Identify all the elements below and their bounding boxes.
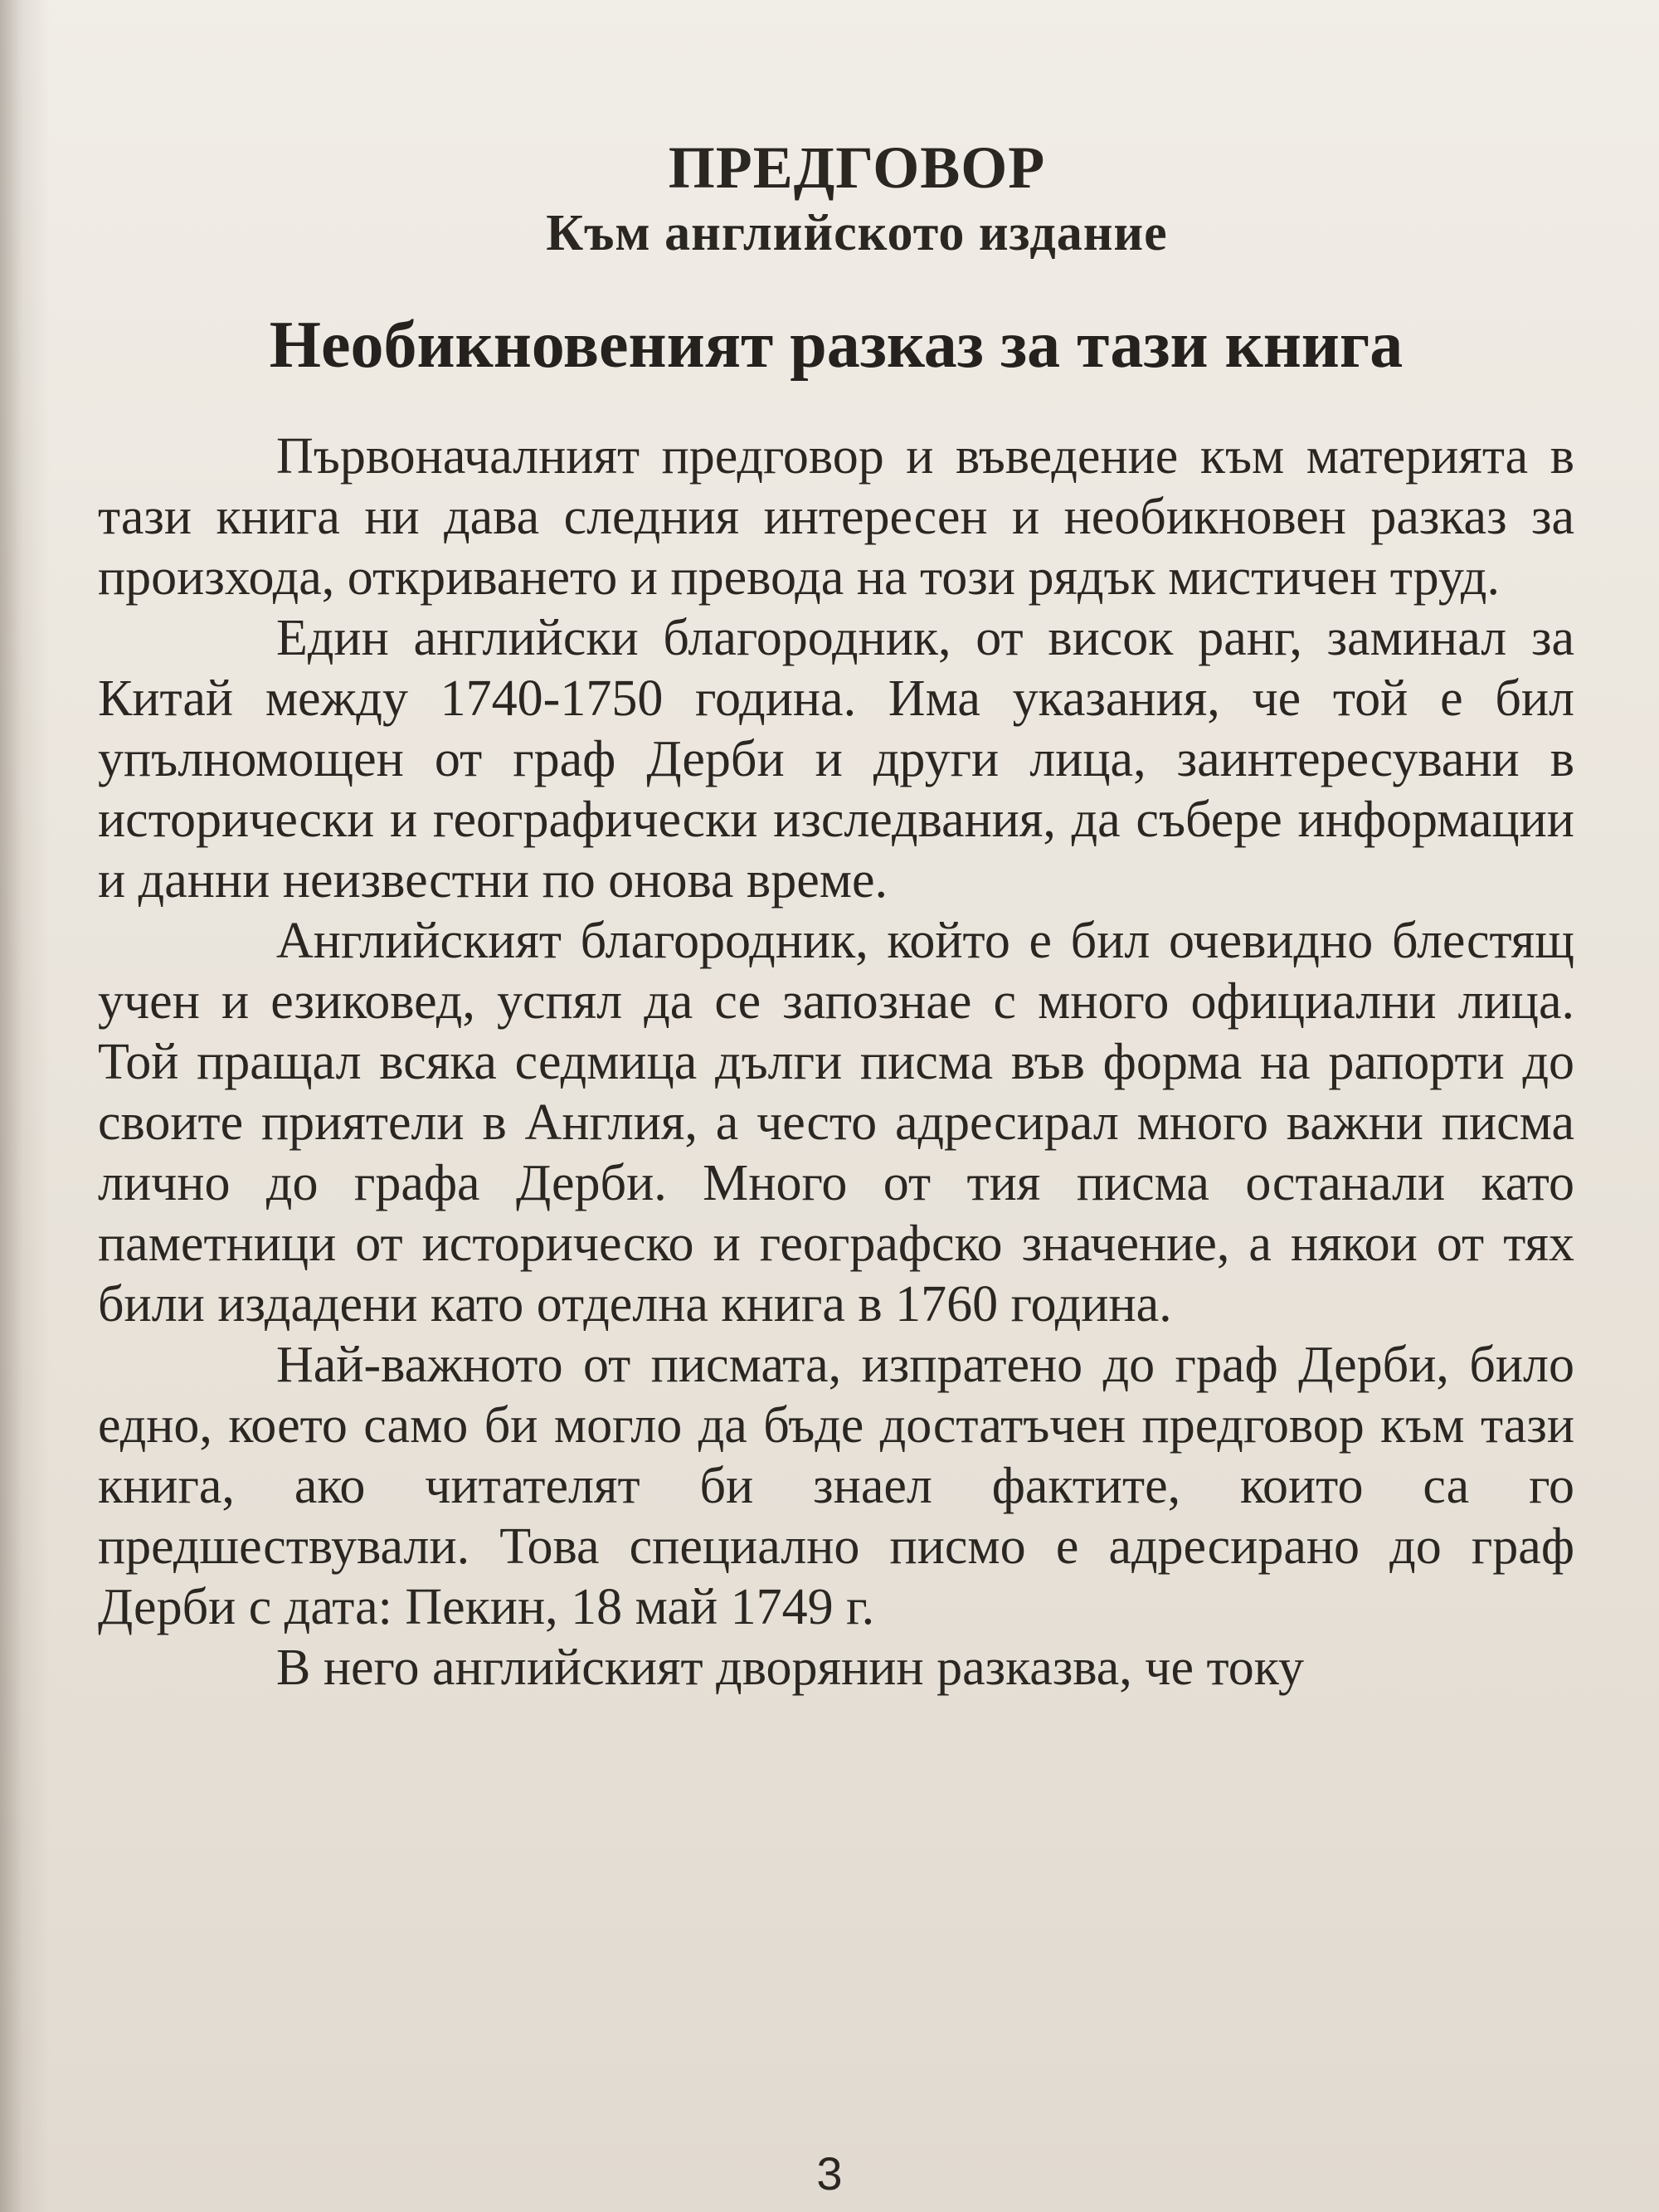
- page-gutter-shadow: [0, 0, 50, 2212]
- paragraph-2: Един английски благородник, от висок ранг, заминал за Китай между 1740-1750 година. Има указания, че той е бил упълномощен от граф Дерби и други лица, заинтересувани в исторически и географически изследвания, да събере информации и данни неизвестни по онова време.: [98, 610, 1574, 909]
- page-content: [98, 133, 1574, 1698]
- paragraph-5: В него английският дворянин разказва, че току: [276, 1640, 1305, 1696]
- paragraph-4: Най-важното от писмата, изпратено до граф Дерби, било едно, което само би могло да бъде достатъчен предговор към тази книга, ако читателят би знаел фактите, които са го предшествували. Това специално писмо е адресирано до граф Дерби с дата: Пекин, 18 май 1749 г.: [98, 1337, 1574, 1635]
- section-heading: ПРЕДГОВОР: [668, 134, 1046, 201]
- section-subheading: Към английското издание: [546, 205, 1168, 261]
- paragraph-1: Първоначалният предговор и въведение към материята в тази книга ни дава следния интересен и необикновен разказ за произхода, откриването и превода на този рядък мистичен труд.: [98, 428, 1574, 606]
- page-number: 3: [816, 2147, 843, 2200]
- paragraph-3: Английският благородник, който е бил очевидно блестящ учен и езиковед, успял да се запознае с много официални лица. Той пращал всяка седмица дълги писма във форма на рапорти до своите приятели в Англия, а често адресирал много важни писма лично до графа Дерби. Много от тия писма останали като паметници от историческо и географско значение, а някои от тях били издадени като отделна книга в 1760 година.: [98, 913, 1574, 1333]
- chapter-title: Необикновеният разказ за тази книга: [269, 309, 1404, 382]
